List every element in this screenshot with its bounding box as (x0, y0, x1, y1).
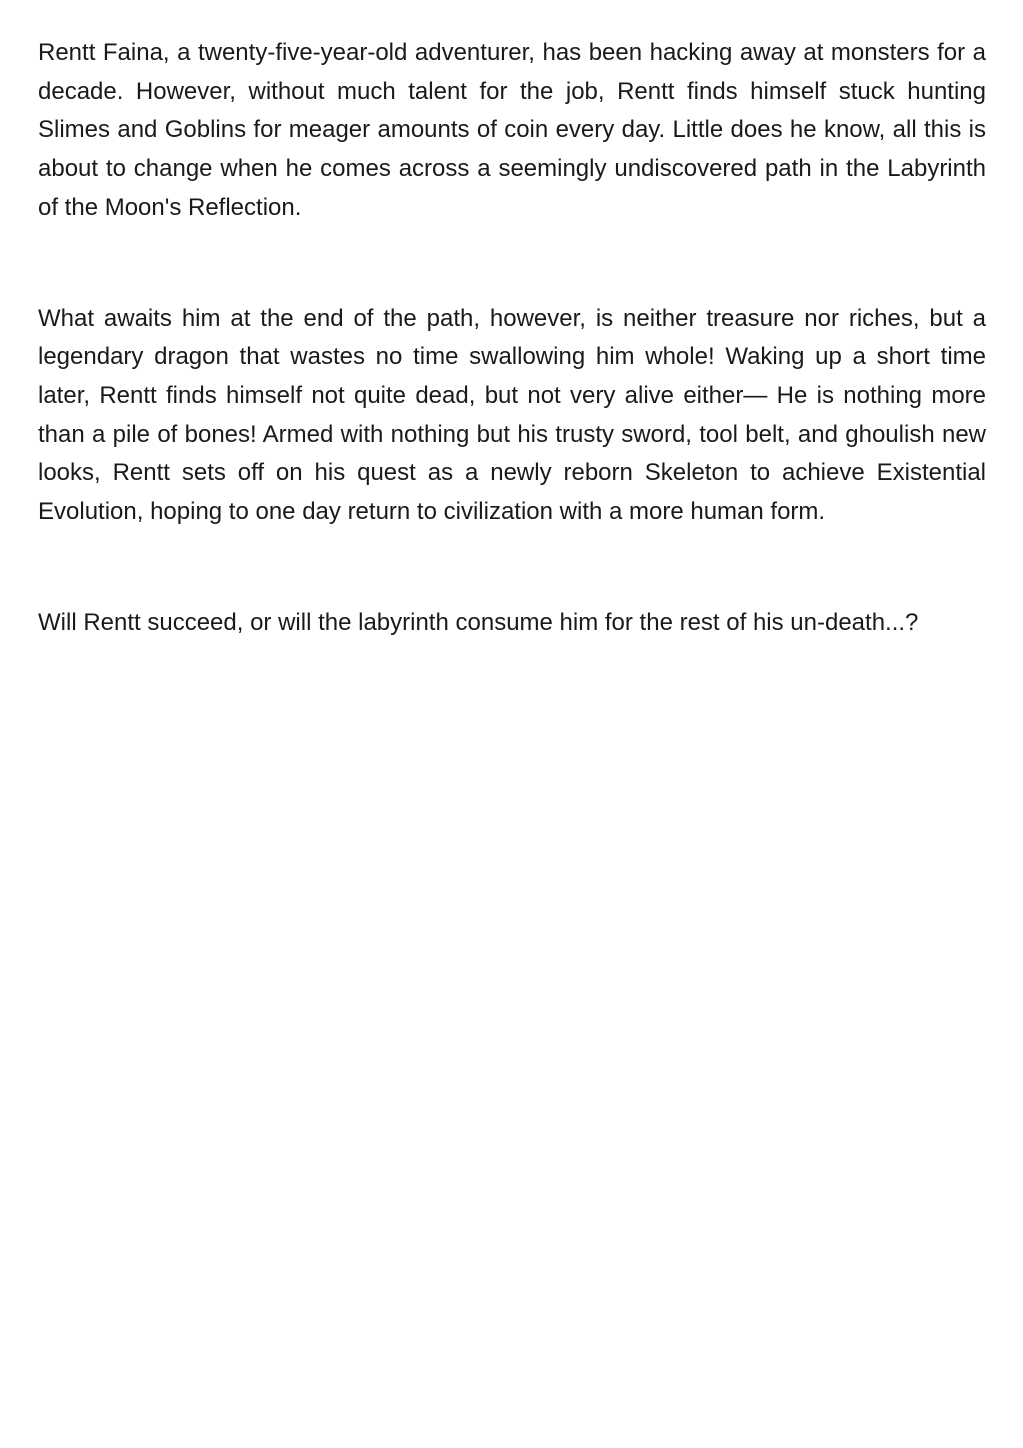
document-page (38, 34, 986, 642)
paragraph-intro: Rentt Faina, a twenty-five-year-old adventurer, has been hacking away at monsters for a decade. However, without much talent for the job, Rentt finds himself stuck hunting Slimes and Goblins for meager amounts of coin every day. Little does he know, all this is about to change when he comes across a seemingly undiscovered path in the Labyrinth of the Moon's Reflection. (38, 39, 986, 221)
paragraph-dragon: What awaits him at the end of the path, however, is neither treasure nor riches, but a legendary dragon that wastes no time swallowing him whole! Waking up a short time later, Rentt finds himself not quite dead, but not very alive either— He is nothing more than a pile of bones! Armed with nothing but his trusty sword, tool belt, and ghoulish new looks, Rentt sets off on his quest as a newly reborn Skeleton to achieve Existential Evolution, hoping to one day return to civilization with a more human form. (38, 304, 986, 526)
paragraph-closing-question: Will Rentt succeed, or will the labyrinth consume him for the rest of his un-death...? (38, 608, 919, 636)
